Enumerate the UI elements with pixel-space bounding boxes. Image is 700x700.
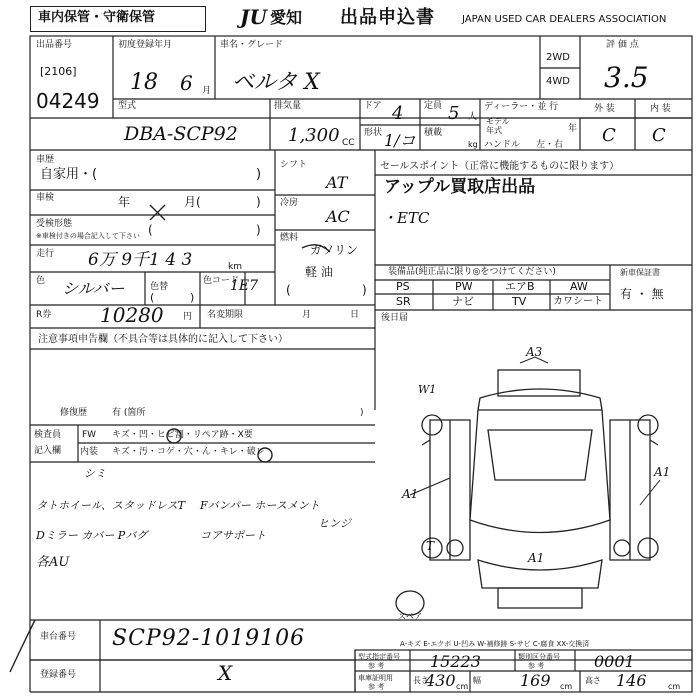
displacement-unit: CC <box>342 138 355 148</box>
registration-month: 6 <box>180 71 193 95</box>
doors-value: 4 <box>392 103 404 124</box>
category-label: 類別区分番号 <box>518 653 560 661</box>
inspector-comment-6: 各AU <box>36 555 70 570</box>
inspector-comment-4: Dミラー カバー Pバグ <box>36 529 148 542</box>
equip-power-seat: カワシート <box>553 296 603 307</box>
ju-logo: JU <box>240 5 267 29</box>
model-label: 型式 <box>118 101 137 111</box>
score-value: 3.5 <box>604 61 649 94</box>
ac-value: AC <box>326 207 350 226</box>
designation-sub: 参 考 <box>368 662 385 670</box>
inspector-comment-2: Fバンパー ホースメント <box>200 499 320 512</box>
acceptance-paren: ( <box>148 223 153 237</box>
inspector-comment-1: タトホイール、スタッドレスT <box>36 499 185 512</box>
capacity-unit: 人 <box>468 112 478 122</box>
color-value: シルバー <box>62 279 125 298</box>
usage-label: 車歴 <box>36 155 55 165</box>
inspection-label: 車検 <box>36 193 55 203</box>
color-code-label: 色コード <box>203 276 240 286</box>
displacement-value: 1,300 <box>288 125 340 146</box>
association-name: JAPAN USED CAR DEALERS ASSOCIATION <box>462 14 667 25</box>
notices-label: 注意事項申告欄（不具合等は具体的に記入して下さい） <box>38 334 288 345</box>
exterior-grade: C <box>602 125 616 146</box>
drive-2wd: 2WD <box>546 52 570 63</box>
equip-aw: AW <box>570 280 588 293</box>
interior-grade: C <box>652 125 666 146</box>
inspector-row2: キズ・汚・コゲ・穴・ん・キレ・破レ <box>112 447 265 457</box>
drive-4wd: 4WD <box>546 76 570 87</box>
name-change-label: 名変期限 <box>207 310 244 320</box>
color-code-value: 1E7 <box>230 278 259 294</box>
length-value: 430 <box>425 671 456 690</box>
handle-options: 左・右 <box>536 140 564 150</box>
brand-region: 愛知 <box>270 8 303 27</box>
name-change-month: 月 <box>302 310 312 320</box>
car-name-value: ベルタ X <box>232 70 320 95</box>
designation-value: 15223 <box>430 652 481 671</box>
repair-history-label: 修復歴 <box>60 408 88 418</box>
capacity-label: 定員 <box>424 101 443 111</box>
sales-point-headline: アップル買取店出品 <box>384 177 536 197</box>
inspector-comment-5: コアサポート <box>200 529 266 542</box>
doors-label: ドア <box>364 101 382 111</box>
mark-a1-bottom: A1 <box>528 551 545 565</box>
sales-point-label: セールスポイント（正常に機能するものに限ります） <box>380 161 620 172</box>
mileage-value: 6万 9千1 4 3 <box>88 250 193 270</box>
mileage-unit: km <box>228 262 242 272</box>
capacity-value: 5 <box>448 103 460 124</box>
car-name-label: 車名・グレード <box>220 40 284 50</box>
cert-sub: 参 考 <box>368 683 385 691</box>
fuel-paren: ( <box>286 283 291 297</box>
damage-legend: A-キズ E-エクボ U-凹み W-補修跡 S-サビ C-腐食 XX-交換済 <box>400 640 590 648</box>
dealer-label: ディーラー・並 行 <box>484 102 559 112</box>
plate-value: X <box>218 661 233 685</box>
inspector-label-2: 記入欄 <box>34 446 62 456</box>
model-value: DBA-SCP92 <box>124 123 238 145</box>
recycle-unit: 円 <box>183 312 193 322</box>
cert-label: 車庫証明用 <box>358 674 393 682</box>
recycle-value: 10280 <box>100 303 164 327</box>
inspection-close: ) <box>256 195 261 209</box>
length-unit: cm <box>456 682 469 691</box>
handle-label: ハンドル <box>484 140 521 150</box>
shape-label: 形状 <box>364 128 383 138</box>
interior-label: 内 装 <box>650 104 671 114</box>
lot-sub-number: [2106] <box>40 65 77 78</box>
storage-type: 車内保管・守衛保管 <box>38 10 156 25</box>
fuel-alt: 軽 油 <box>305 265 333 279</box>
warranty-label: 新車保証書 <box>620 268 660 277</box>
color-change-label: 色替 <box>150 282 169 292</box>
acceptance-label: 受検形態 <box>36 219 73 229</box>
equip-ps: PS <box>396 280 410 293</box>
height-unit: cm <box>668 682 681 691</box>
inspector-comment-stain: シミ <box>84 467 106 480</box>
spare-label: スペア <box>398 612 422 621</box>
usage-value: 自家用・( <box>40 167 98 182</box>
designation-label: 型式指定番号 <box>358 653 400 661</box>
category-sub: 参 考 <box>528 662 545 670</box>
shift-value: AT <box>326 173 348 192</box>
name-change-day: 日 <box>350 310 360 320</box>
equip-sr: SR <box>396 295 411 308</box>
equip-tv: TV <box>512 295 527 308</box>
lot-label: 出品番号 <box>36 40 73 50</box>
mark-t: T <box>426 539 435 553</box>
warranty-value: 有 ・ 無 <box>620 287 664 301</box>
acceptance-note: ※車検付きの場合記入して下さい <box>36 232 140 240</box>
height-value: 146 <box>616 671 647 690</box>
later-date-label: 後日届 <box>381 313 409 323</box>
first-registration-label: 初度登録年月 <box>118 40 173 50</box>
width-unit: cm <box>560 682 573 691</box>
inspector-comment-3: ヒンジ <box>318 517 351 530</box>
usage-close: ) <box>256 167 262 182</box>
length-label: 長さ <box>413 676 429 685</box>
shape-value: 1/コ <box>384 131 416 150</box>
mileage-label: 走行 <box>36 249 55 259</box>
inspector-label-1: 検査員 <box>34 430 62 440</box>
shift-label: シフト <box>280 160 308 170</box>
exterior-label: 外 装 <box>594 104 615 114</box>
fuel-value: ガソリン <box>310 243 359 257</box>
color-paren: ( <box>150 291 155 304</box>
form-title: 出品申込書 <box>340 7 435 28</box>
acceptance-close: ) <box>256 223 261 237</box>
inspector-fw: FW <box>82 430 97 440</box>
inspection-month: 月( <box>184 195 201 209</box>
chassis-label: 車台番号 <box>40 632 77 642</box>
mark-a1-right: A1 <box>654 465 671 479</box>
fuel-label-text: 燃料 <box>280 233 299 243</box>
equip-airbag: エアB <box>505 280 535 293</box>
chassis-number: SCP92-1019106 <box>112 626 306 651</box>
registration-year: 18 <box>130 70 158 95</box>
score-label: 評 価 点 <box>606 40 639 50</box>
mark-a3: A3 <box>526 345 543 359</box>
width-value: 169 <box>520 671 551 690</box>
model-year-label: モデル <box>486 117 510 126</box>
height-label: 高さ <box>585 676 601 685</box>
width-label: 幅 <box>473 676 481 685</box>
color-close: ) <box>190 291 195 304</box>
fuel-close: ) <box>362 283 367 297</box>
plate-label: 登録番号 <box>40 670 77 680</box>
model-year-unit: 年 <box>568 124 578 134</box>
mark-a1-left: A1 <box>402 487 419 501</box>
payload-label: 積載 <box>424 128 443 138</box>
lot-number: 04249 <box>36 89 100 113</box>
equipment-label: 装備品(純正品に限り◎をつけてください) <box>388 267 556 277</box>
equip-pw: PW <box>455 280 473 293</box>
inspector-row1: キズ・凹・ヒビ割・リペア跡・X要 <box>112 430 253 440</box>
mark-w1: W1 <box>418 383 437 396</box>
ac-label: 冷房 <box>280 198 299 208</box>
inspection-year: 年 <box>118 195 131 209</box>
repair-history-value: 有 (箇所 <box>112 408 146 418</box>
registration-month-unit: 月 <box>202 86 212 96</box>
sales-point-item: ・ETC <box>382 209 430 227</box>
inspector-interior: 内装 <box>80 447 99 457</box>
model-year-sub: 年式 <box>486 126 502 135</box>
payload-unit: kg <box>468 140 478 149</box>
displacement-label: 排気量 <box>274 101 302 111</box>
category-value: 0001 <box>594 652 635 671</box>
equip-navi: ナビ <box>452 295 474 308</box>
color-label: 色 <box>36 276 46 286</box>
recycle-label: R券 <box>36 310 52 320</box>
repair-history-close: ) <box>360 408 364 418</box>
